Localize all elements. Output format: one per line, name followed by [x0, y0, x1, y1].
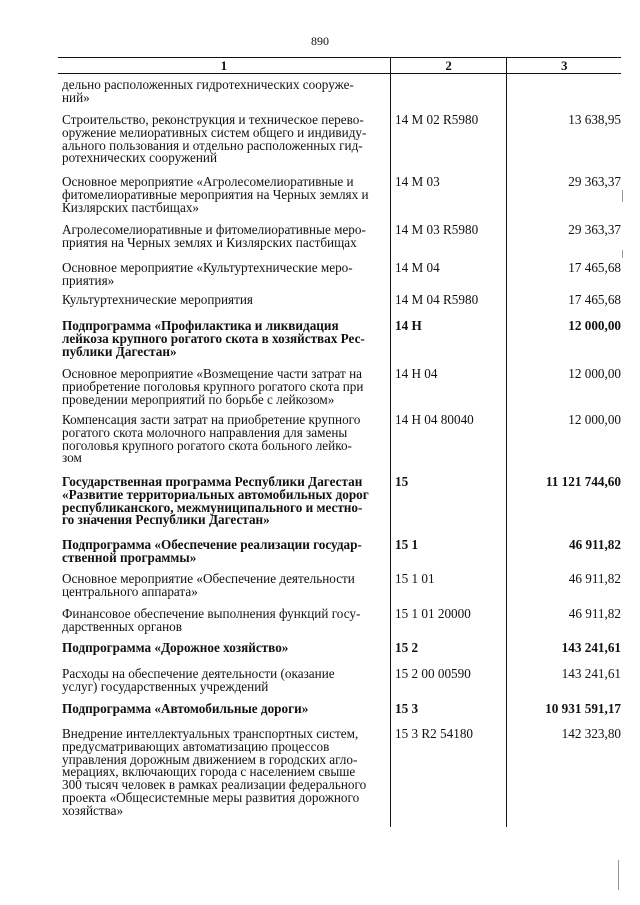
row-name-line: ний» — [62, 89, 90, 105]
table-row — [58, 573, 621, 599]
row-name-line: проекта «Общесистемные меры развития дорожного — [62, 789, 360, 805]
table-row — [58, 294, 621, 307]
row-name-line: Основное мероприятие «Агролесомелиоративные и — [62, 174, 354, 189]
table-row — [58, 320, 621, 358]
column-divider — [390, 73, 391, 827]
column-divider — [506, 73, 507, 827]
row-amount: 12 000,00 — [568, 412, 621, 427]
row-name — [58, 608, 391, 634]
row-amount: 10 931 591,17 — [545, 701, 621, 716]
row-code: 14 М 02 R5980 — [395, 112, 479, 127]
table-row — [58, 262, 621, 288]
row-name-line: приятия» — [62, 272, 115, 288]
row-amount: 142 323,80 — [561, 726, 621, 741]
row-name-line: приобретение поголовья крупного рогатого скота при — [62, 378, 364, 394]
row-name-line: Компенсация засти затрат на приобретение крупного — [62, 412, 361, 427]
row-name-line: предусматривающих автоматизацию процессов — [62, 738, 330, 754]
row-name-line: приятия на Черных землях и Кизлярских пастбищах — [62, 234, 357, 250]
table-row — [58, 414, 621, 465]
row-name-line: Основное мероприятие «Возмещение части затрат на — [62, 366, 363, 381]
row-name-line: лейкоза крупного рогатого скота в хозяйствах Рес- — [62, 330, 365, 346]
row-name-line: Подпрограмма «Дорожное хозяйство» — [62, 640, 289, 655]
row-name — [58, 176, 391, 214]
row-code: 15 — [395, 474, 409, 489]
row-name — [58, 668, 391, 694]
table-row — [58, 476, 621, 527]
row-amount: 29 363,37 — [568, 222, 621, 237]
row-name-line: Строительство, реконструкция и техническое перево- — [62, 112, 364, 127]
table-row — [58, 608, 621, 634]
row-name-line: управления дорожным движением в городских агло- — [62, 751, 358, 767]
row-name — [58, 224, 391, 250]
row-code: 14 М 04 — [395, 260, 440, 275]
row-name-line: Подпрограмма «Автомобильные дороги» — [62, 701, 309, 716]
scan-mark — [622, 190, 623, 202]
row-name-line: публики Дагестан» — [62, 343, 177, 359]
row-name — [58, 368, 391, 406]
row-name — [58, 414, 391, 465]
row-name-line: Государственная программа Республики Дагестан — [62, 474, 363, 489]
row-name-line: фитомелиоративные мероприятия на Черных землях и — [62, 186, 369, 202]
table-row — [58, 224, 621, 250]
row-name — [58, 79, 391, 105]
row-name — [58, 294, 391, 307]
row-name — [58, 114, 391, 165]
row-name-line: мерациях, включающих города с населением свыше — [62, 764, 356, 780]
table-header — [58, 57, 621, 74]
row-name-line: рогатого скота молочного направления для замены — [62, 424, 348, 440]
row-name-line: Подпрограмма «Профилактика и ликвидация — [62, 318, 339, 333]
row-code: 15 1 01 — [395, 571, 435, 586]
table-row — [58, 114, 621, 165]
row-code: 14 Н — [395, 318, 422, 333]
row-name — [58, 573, 391, 599]
row-name-line: республиканского, межмуниципального и местно- — [62, 499, 363, 515]
row-amount: 11 121 744,60 — [545, 474, 621, 489]
scan-mark — [622, 250, 623, 258]
row-name — [58, 539, 391, 565]
row-name-line: поголовья крупного рогатого скота больного лейко- — [62, 437, 352, 453]
row-name-line: ственной программы» — [62, 549, 197, 565]
table-row — [58, 79, 621, 105]
row-code: 15 1 — [395, 537, 419, 552]
row-name-line: ротехнических сооружений — [62, 150, 218, 166]
row-name-line: центрального аппарата» — [62, 583, 198, 599]
row-amount: 12 000,00 — [568, 366, 621, 381]
row-name-line: Основное мероприятие «Культуртехнические меро- — [62, 260, 353, 275]
row-name — [58, 320, 391, 358]
row-amount: 12 000,00 — [568, 318, 621, 333]
row-name-line: Расходы на обеспечение деятельности (оказание — [62, 666, 335, 681]
column-header-1: 1 — [220, 58, 228, 73]
table-row — [58, 728, 621, 818]
row-code: 15 3 R2 54180 — [395, 726, 474, 741]
row-name — [58, 476, 391, 527]
row-name-line: оружение мелиоративных систем общего и индивиду- — [62, 124, 367, 140]
row-code: 15 2 00 00590 — [395, 666, 471, 681]
row-code: 15 3 — [395, 701, 419, 716]
row-code: 15 2 — [395, 640, 419, 655]
row-name-line: проведении мероприятий по борьбе с лейкозом» — [62, 391, 335, 407]
row-name-line: хозяйства» — [62, 802, 124, 818]
row-name — [58, 703, 391, 716]
row-name-line: услуг) государственных учреждений — [62, 678, 269, 694]
row-name-line: Агролесомелиоративные и фитомелиоративные меро- — [62, 222, 366, 237]
row-name — [58, 642, 391, 655]
row-name-line: Культуртехнические мероприятия — [62, 292, 253, 307]
row-name-line: дельно расположенных гидротехнических сооруже- — [62, 77, 354, 92]
row-name-line: 300 тысяч человек в рамках реализации федерального — [62, 777, 367, 793]
row-amount: 13 638,95 — [568, 112, 621, 127]
row-name-line: зом — [62, 450, 82, 466]
row-amount: 46 911,82 — [568, 571, 621, 586]
table-row — [58, 176, 621, 214]
row-name-line: Внедрение интеллектуальных транспортных систем, — [62, 726, 359, 741]
table-row — [58, 539, 621, 565]
row-name-line: Основное мероприятие «Обеспечение деятельности — [62, 571, 355, 586]
row-amount — [507, 79, 621, 105]
row-code: 14 Н 04 — [395, 366, 438, 381]
row-code: 14 Н 04 80040 — [395, 412, 474, 427]
row-amount: 46 911,82 — [568, 606, 621, 621]
row-code: 14 М 03 — [395, 174, 440, 189]
table-row — [58, 668, 621, 694]
row-name-line: Подпрограмма «Обеспечение реализации государ- — [62, 537, 362, 552]
row-amount: 143 241,61 — [561, 666, 621, 681]
column-header-2: 2 — [390, 58, 507, 73]
row-name-line: ального пользования и отдельно расположенных гид- — [62, 137, 363, 153]
row-amount: 46 911,82 — [568, 537, 621, 552]
row-code: 14 М 04 R5980 — [395, 292, 479, 307]
row-name-line: Кизлярских пастбищах» — [62, 199, 200, 215]
table-row — [58, 703, 621, 716]
row-code: 14 М 03 R5980 — [395, 222, 479, 237]
table-row — [58, 368, 621, 406]
row-amount: 29 363,37 — [568, 174, 621, 189]
row-name — [58, 262, 391, 288]
row-name-line: Финансовое обеспечение выполнения функций госу- — [62, 606, 361, 621]
page-number: 890 — [311, 34, 329, 48]
row-amount: 17 465,68 — [568, 260, 621, 275]
scan-mark — [618, 860, 619, 890]
row-amount: 17 465,68 — [568, 292, 621, 307]
row-amount: 143 241,61 — [561, 640, 621, 655]
budget-table — [58, 57, 621, 818]
table-row — [58, 642, 621, 655]
row-name-line: «Развитие территориальных автомобильных дорог — [62, 486, 369, 502]
row-code — [391, 79, 507, 105]
row-code: 15 1 01 20000 — [395, 606, 471, 621]
row-name-line: го значения Республики Дагестан» — [62, 512, 270, 528]
row-name-line: дарственных органов — [62, 618, 182, 634]
row-name — [58, 728, 391, 818]
column-header-3: 3 — [506, 58, 621, 73]
